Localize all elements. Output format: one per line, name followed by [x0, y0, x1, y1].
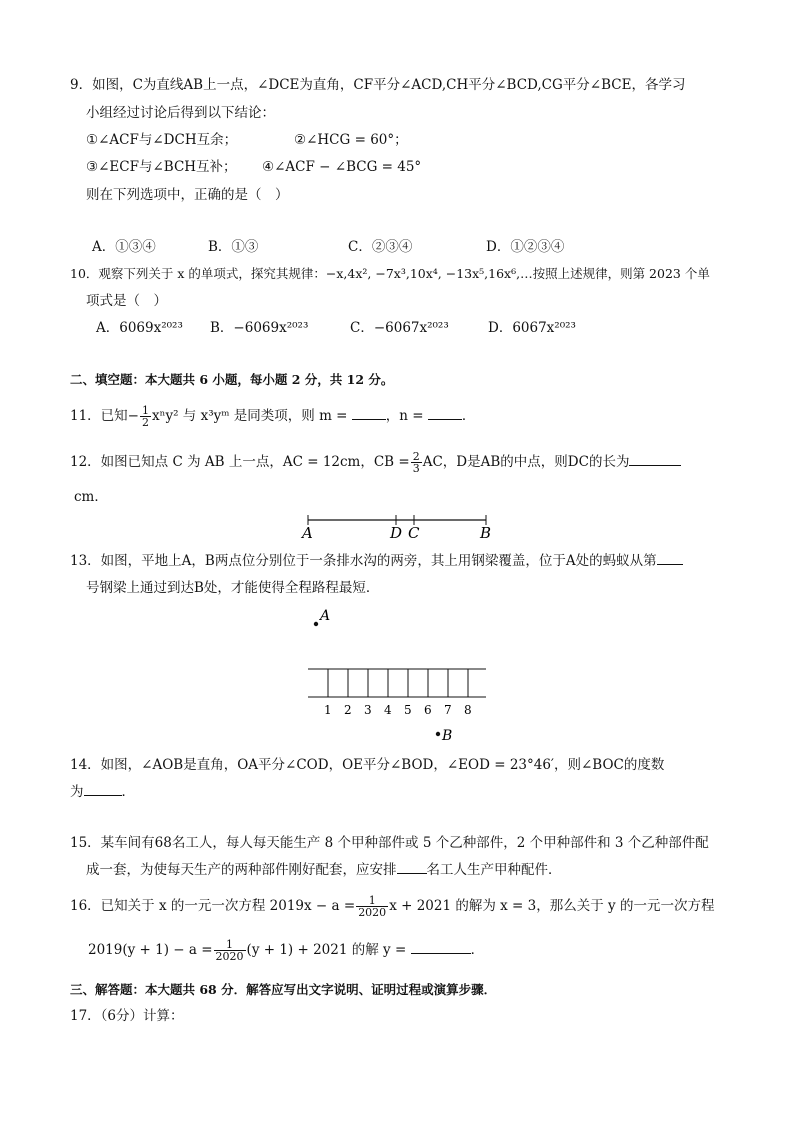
q11-frac-num: 1: [142, 404, 149, 417]
q9-question: 则在下列选项中，正确的是（ ）: [86, 187, 289, 203]
beam-label-8: 8: [464, 703, 472, 717]
section-3-heading: 三、解答题：本大题共 68 分．解答应写出文字说明、证明过程或演算步骤．: [70, 982, 497, 997]
q15-stem-line2: [86, 861, 562, 879]
q12-unit: cm．: [74, 489, 108, 505]
q13-blank[interactable]: [657, 552, 683, 565]
beam-label-7: 7: [444, 703, 452, 717]
q13-stem-line2: 号钢梁上通过到达B处，才能使得全程路程最短．: [86, 580, 380, 596]
q9-option-d: D．①②③④: [486, 239, 565, 255]
q16-line2-prefix: 2019(y + 1) − a =: [88, 942, 213, 958]
q11-stem: [70, 402, 475, 430]
q16-frac1-num: 1: [356, 895, 388, 907]
q9-option-b: B．①③: [208, 239, 259, 255]
q16-prefix: 16．已知关于 x 的一元一次方程 2019x − a =: [70, 898, 356, 914]
q11-prefix: 11．已知−: [70, 408, 139, 424]
q14-end: ．: [121, 784, 135, 800]
q12-post: AC，D是AB的中点，则DC的长为: [422, 454, 630, 470]
label-a: A: [302, 524, 313, 542]
beam-label-3: 3: [364, 703, 372, 717]
point-b-dot: [436, 732, 440, 736]
q15-line2b: 名工人生产甲种配件．: [426, 862, 562, 878]
q10-option-c: C．−6067x²⁰²³: [350, 320, 449, 336]
label-c: C: [408, 524, 420, 542]
q12-fraction: [411, 451, 422, 474]
q16-post: x + 2021 的解为 x = 3，那么关于 y 的一元一次方程: [389, 898, 715, 914]
q16-blank[interactable]: [411, 941, 471, 954]
q10-option-b: B．−6069x²⁰²³: [210, 320, 309, 336]
q11-fraction: [140, 405, 151, 428]
label-b: B: [480, 524, 492, 542]
q10-stem-line2: 项式是（ ）: [86, 293, 167, 309]
point-a-dot: [314, 622, 318, 626]
q16-frac2-num: 1: [214, 939, 246, 951]
q16-fraction-2: [214, 939, 246, 962]
q17-title: 17．（6分）计算：: [70, 1008, 184, 1024]
q15-blank[interactable]: [397, 861, 427, 874]
q12-stem: [70, 448, 681, 476]
beam-label-1: 1: [324, 703, 332, 717]
q15-line2a: 成一套，为使每天生产的两种部件刚好配套，应安排: [86, 862, 397, 878]
q14-stem-line1: 14．如图，∠AOB是直角，OA平分∠COD，OE平分∠BOD，∠EOD = 23°46′，则∠BOC的度数: [70, 757, 665, 773]
q13-line1-text: 13．如图，平地上A，B两点位分别位于一条排水沟的两旁，其上用钢梁覆盖，位于A处的蚂蚁从第: [70, 553, 657, 569]
q9-stem-line2: 小组经过讨论后得到以下结论：: [86, 105, 275, 121]
q9-option-c: C．②③④: [348, 239, 413, 255]
q11-frac-den: 2: [142, 416, 149, 429]
q13-stem-line1: [70, 552, 683, 570]
point-b-label: B: [442, 728, 453, 744]
q12-blank[interactable]: [629, 453, 681, 466]
q9-option-a: A．①③④: [92, 239, 156, 255]
beam-label-2: 2: [344, 703, 352, 717]
q12-prefix: 12．如图已知点 C 为 AB 上一点，AC = 12cm，CB =: [70, 454, 410, 470]
beam-label-4: 4: [384, 703, 392, 717]
q14-blank[interactable]: [84, 783, 122, 796]
q16-stem-line2: [88, 934, 484, 966]
q9-conclusion-1: ①∠ACF与∠DCH互余；: [86, 132, 238, 148]
q16-frac2-den: 2020: [215, 950, 244, 963]
point-a-label: A: [320, 608, 331, 624]
q12-frac-num: 2: [412, 450, 420, 463]
q10-stem-line1: 10．观察下列关于 x 的单项式，探究其规律：−x,4x², −7x³,10x⁴, −13x⁵,16x⁶,…按照上述规律，则第 2023 个单: [70, 266, 710, 281]
q16-frac1-den: 2020: [358, 906, 387, 919]
section-2-heading: 二、填空题：本大题共 6 小题，每小题 2 分，共 12 分。: [70, 372, 394, 387]
q11-blank-m[interactable]: [352, 407, 386, 420]
q16-line2-post: (y + 1) + 2021 的解 y =: [246, 942, 407, 958]
q11-middle: xⁿy² 与 x³yᵐ 是同类项，则 m =: [152, 408, 348, 424]
q16-end: ．: [470, 942, 485, 958]
q11-blank-n[interactable]: [428, 407, 462, 420]
beam-label-6: 6: [424, 703, 432, 717]
q11-end: ．: [461, 408, 476, 424]
q9-conclusion-4: ④∠ACF − ∠BCG = 45°: [262, 159, 422, 175]
q16-fraction-1: [356, 895, 388, 918]
label-d: D: [390, 524, 403, 542]
q14-prefix: 为: [70, 784, 84, 800]
q14-stem-line2: [70, 783, 135, 801]
q9-conclusion-3: ③∠ECF与∠BCH互补；: [86, 159, 237, 175]
q12-frac-den: 3: [412, 462, 420, 475]
q16-stem-line1: [70, 890, 714, 922]
beam-label-5: 5: [404, 703, 412, 717]
q15-stem-line1: 15．某车间有68名工人，每人每天能生产 8 个甲种部件或 5 个乙种部件，2 个甲种部件和 3 个乙种部件配: [70, 835, 709, 851]
q10-option-d: D．6067x²⁰²³: [488, 320, 576, 336]
q13-ditch-figure: [300, 604, 500, 750]
beams-group: [324, 669, 472, 717]
q9-conclusion-2: ②∠HCG = 60°；: [294, 132, 408, 148]
q9-stem-line1: 9．如图，C为直线AB上一点，∠DCE为直角，CF平分∠ACD,CH平分∠BCD,CG平分∠BCE，各学习: [70, 77, 686, 93]
q12-segment-figure: [296, 510, 506, 544]
q11-n-label: ，n =: [385, 408, 424, 424]
q10-option-a: A．6069x²⁰²³: [96, 320, 183, 336]
